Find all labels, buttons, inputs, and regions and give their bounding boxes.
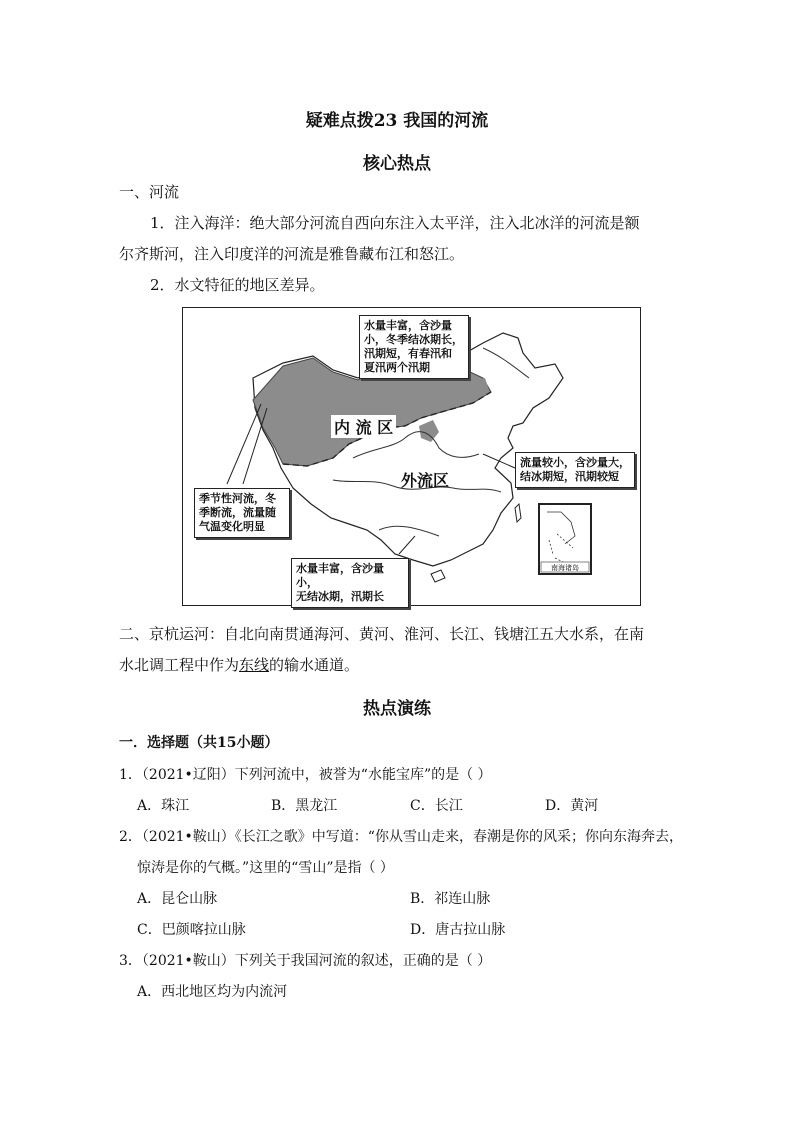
section-2-text: 水北调工程中作为 bbox=[119, 656, 240, 674]
taiwan-island bbox=[515, 504, 521, 522]
callout-northeast bbox=[359, 315, 469, 379]
callout-w-line: 气温变化明显 bbox=[199, 520, 265, 533]
question-3: 3．（2021•鞍山）下列关于我国河流的叙述，正确的是（ ） bbox=[119, 953, 492, 969]
question-1: 1．（2021•辽阳）下列河流中，被誉为“水能宝库”的是（ ） bbox=[119, 767, 492, 783]
callout-s-line: 无结冰期，汛期长 bbox=[296, 590, 384, 603]
q1-option-b[interactable]: B．黑龙江 bbox=[271, 798, 338, 814]
section-2-line-2 bbox=[119, 654, 359, 675]
practice-heading: 热点演练 bbox=[363, 699, 431, 719]
river-map-figure bbox=[182, 307, 641, 606]
core-heading: 核心热点 bbox=[363, 154, 431, 174]
section-2-text-end: 的输水通道。 bbox=[269, 656, 360, 674]
callout-w-line: 季节性河流，冬 bbox=[199, 492, 276, 505]
q2-option-c[interactable]: C．巴颜喀拉山脉 bbox=[137, 922, 246, 938]
question-2-line-1: 2．（2021•鞍山）《长江之歌》中写道：“你从雪山走来，春潮是你的风采；你向东海奔去， bbox=[119, 829, 683, 845]
section-1-heading: 一、河流 bbox=[119, 183, 180, 201]
leader-line-west-2 bbox=[243, 408, 267, 484]
paragraph-1-line-1: 1．注入海洋：绝大部分河流自西向东注入太平洋，注入北冰洋的河流是额 bbox=[150, 214, 640, 232]
hainan-island bbox=[431, 570, 445, 582]
interior-drainage-label: 内 流 区 bbox=[331, 415, 396, 438]
callout-ne-line: 夏汛两个汛期 bbox=[364, 361, 430, 374]
paragraph-2: 2．水文特征的地区差异。 bbox=[150, 276, 325, 294]
callout-south bbox=[291, 558, 409, 608]
question-2-line-2: 惊涛是你的气概。”这里的“雪山”是指（ ） bbox=[137, 860, 394, 876]
callout-north-china bbox=[515, 452, 635, 488]
callout-nc-line: 结冰期短，汛期较短 bbox=[520, 470, 619, 483]
callout-ne-line: 小，冬季结冰期长， bbox=[364, 333, 463, 346]
callout-nc-line: 流量较小，含沙量大， bbox=[520, 456, 630, 469]
east-route-underlined: 东线 bbox=[239, 656, 270, 674]
callout-ne-line: 汛期短，有春汛和 bbox=[364, 347, 452, 360]
callout-ne-line: 水量丰富，含沙量 bbox=[364, 319, 452, 332]
callout-w-line: 季断流，流量随 bbox=[199, 506, 276, 519]
q1-option-c[interactable]: C．长江 bbox=[410, 798, 463, 814]
q1-option-a[interactable]: A．珠江 bbox=[137, 798, 190, 814]
callout-northwest bbox=[194, 488, 290, 538]
q2-option-d[interactable]: D．唐古拉山脉 bbox=[410, 922, 506, 938]
q2-option-a[interactable]: A．昆仑山脉 bbox=[137, 891, 218, 907]
page-title: 疑难点拨23 我国的河流 bbox=[305, 111, 489, 131]
section-2-line-1: 二、京杭运河：自北向南贯通海河、黄河、淮河、长江、钱塘江五大水系，在南 bbox=[119, 625, 645, 643]
mcq-heading: 一．选择题（共15小题） bbox=[119, 735, 279, 751]
q2-option-b[interactable]: B．祁连山脉 bbox=[410, 891, 491, 907]
exterior-drainage-label: 外流区 bbox=[401, 471, 450, 490]
q1-option-d[interactable]: D．黄河 bbox=[545, 798, 599, 814]
paragraph-1-line-2: 尔齐斯河，注入印度洋的河流是雅鲁藏布江和怒江。 bbox=[119, 245, 465, 263]
inset-label: 南海诸岛 bbox=[551, 564, 579, 572]
q3-option-a[interactable]: A．西北地区均为内流河 bbox=[137, 984, 288, 1000]
callout-s-line: 水量丰富，含沙量小， bbox=[296, 562, 384, 589]
